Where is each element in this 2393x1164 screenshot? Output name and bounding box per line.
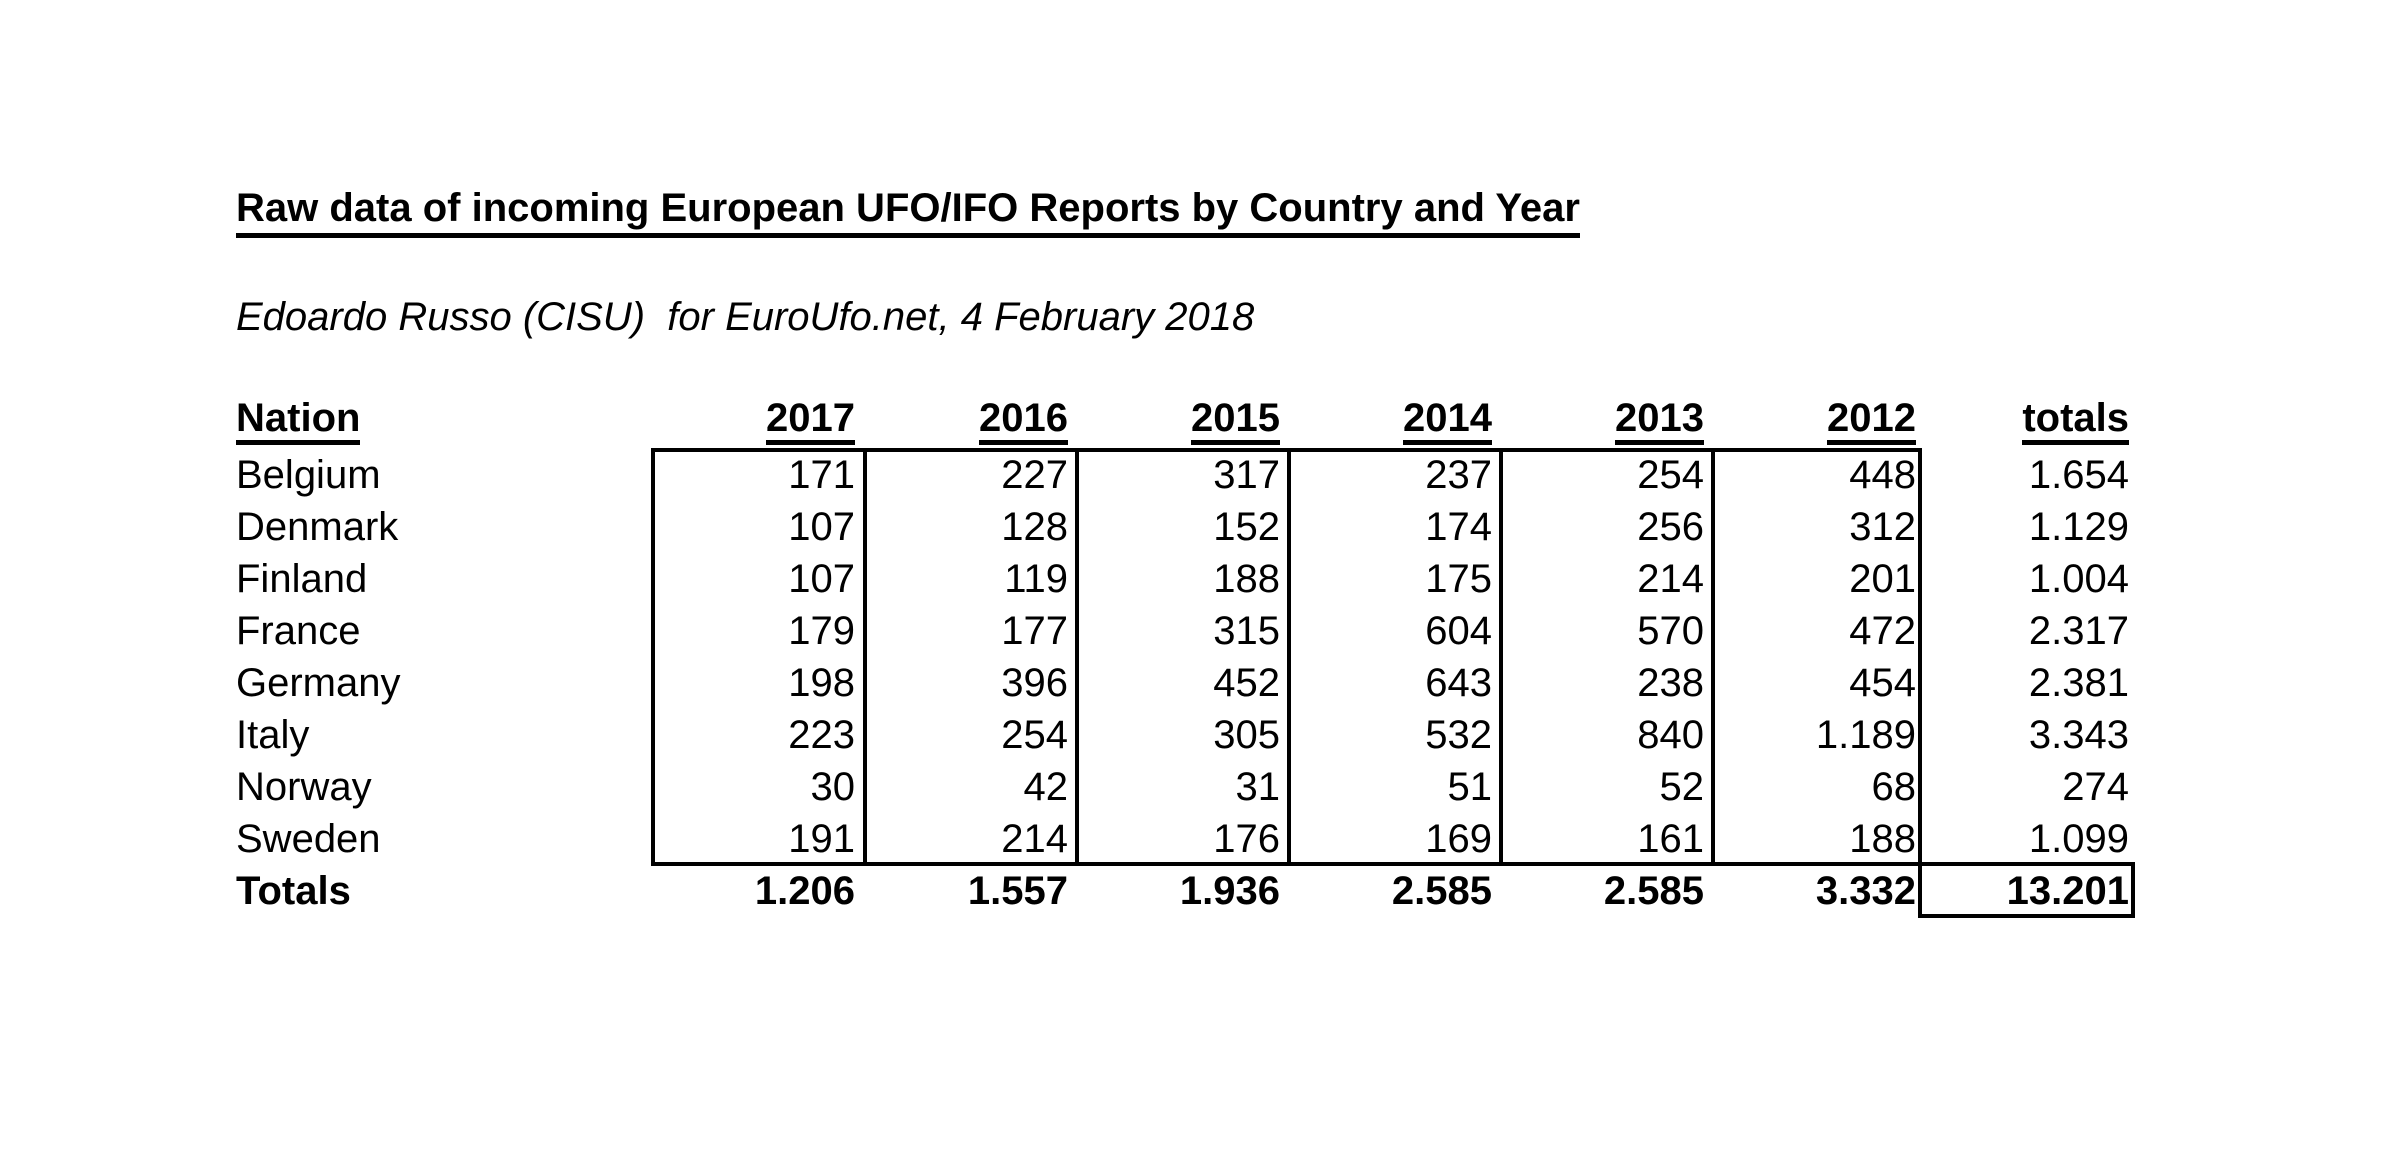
value-2013: 214 bbox=[1637, 557, 1704, 601]
row-total: 2.317 bbox=[2028, 609, 2129, 653]
total-2015: 1.936 bbox=[1179, 869, 1280, 913]
table-row-totals bbox=[0, 865, 2393, 917]
value-2016: 128 bbox=[1001, 505, 1068, 549]
value-2016: 254 bbox=[1001, 713, 1068, 757]
value-2014: 237 bbox=[1425, 453, 1492, 497]
table-row-sweden bbox=[0, 813, 2393, 865]
table-row-italy bbox=[0, 709, 2393, 761]
row-total: 1.129 bbox=[2028, 505, 2129, 549]
value-2017: 223 bbox=[788, 713, 855, 757]
totals-label: Totals bbox=[236, 869, 351, 913]
nation-name: Germany bbox=[236, 661, 401, 705]
row-total: 1.004 bbox=[2028, 557, 2129, 601]
value-2012: 201 bbox=[1849, 557, 1916, 601]
value-2015: 315 bbox=[1213, 609, 1280, 653]
nation-name: Denmark bbox=[236, 505, 399, 549]
table-row-germany bbox=[0, 657, 2393, 709]
nation-name: Sweden bbox=[236, 817, 381, 861]
table-row-norway bbox=[0, 761, 2393, 813]
header-year-2017: 2017 bbox=[655, 394, 855, 445]
value-2014: 51 bbox=[1447, 765, 1492, 809]
value-2013: 52 bbox=[1659, 765, 1704, 809]
table-row-denmark bbox=[0, 501, 2393, 553]
value-2012: 448 bbox=[1849, 453, 1916, 497]
value-2014: 532 bbox=[1425, 713, 1492, 757]
row-total: 1.099 bbox=[2028, 817, 2129, 861]
value-2012: 454 bbox=[1849, 661, 1916, 705]
value-2014: 604 bbox=[1425, 609, 1492, 653]
value-2013: 238 bbox=[1637, 661, 1704, 705]
value-2014: 175 bbox=[1425, 557, 1492, 601]
row-total: 1.654 bbox=[2028, 453, 2129, 497]
row-total: 2.381 bbox=[2028, 661, 2129, 705]
value-2014: 643 bbox=[1425, 661, 1492, 705]
value-2017: 191 bbox=[788, 817, 855, 861]
value-2012: 68 bbox=[1871, 765, 1916, 809]
table-row-belgium bbox=[0, 449, 2393, 501]
value-2013: 256 bbox=[1637, 505, 1704, 549]
value-2016: 119 bbox=[1004, 557, 1068, 601]
value-2012: 188 bbox=[1849, 817, 1916, 861]
value-2013: 840 bbox=[1637, 713, 1704, 757]
total-2014: 2.585 bbox=[1391, 869, 1492, 913]
value-2015: 31 bbox=[1235, 765, 1280, 809]
header-nation: Nation bbox=[236, 394, 360, 445]
nation-name: Finland bbox=[236, 557, 368, 601]
value-2017: 30 bbox=[810, 765, 855, 809]
total-2017: 1.206 bbox=[754, 869, 855, 913]
value-2013: 570 bbox=[1637, 609, 1704, 653]
total-2012: 3.332 bbox=[1815, 869, 1916, 913]
header-year-2016: 2016 bbox=[868, 394, 1068, 445]
total-2016: 1.557 bbox=[967, 869, 1068, 913]
row-total: 274 bbox=[2062, 765, 2129, 809]
value-2017: 171 bbox=[788, 453, 855, 497]
value-2015: 152 bbox=[1213, 505, 1280, 549]
value-2016: 177 bbox=[1001, 609, 1068, 653]
row-total: 3.343 bbox=[2028, 713, 2129, 757]
header-totals: totals bbox=[1929, 394, 2129, 445]
value-2015: 452 bbox=[1213, 661, 1280, 705]
table-row-france bbox=[0, 605, 2393, 657]
nation-name: Belgium bbox=[236, 453, 381, 497]
value-2017: 179 bbox=[788, 609, 855, 653]
grand-total: 13.201 bbox=[2006, 869, 2129, 913]
value-2013: 161 bbox=[1637, 817, 1704, 861]
value-2012: 312 bbox=[1849, 505, 1916, 549]
value-2015: 317 bbox=[1213, 453, 1280, 497]
value-2015: 188 bbox=[1213, 557, 1280, 601]
value-2012: 472 bbox=[1849, 609, 1916, 653]
value-2016: 214 bbox=[1001, 817, 1068, 861]
value-2016: 42 bbox=[1023, 765, 1068, 809]
value-2013: 254 bbox=[1637, 453, 1704, 497]
value-2012: 1.189 bbox=[1815, 713, 1916, 757]
table-row-finland bbox=[0, 553, 2393, 605]
nation-name: Italy bbox=[236, 713, 310, 757]
value-2014: 174 bbox=[1425, 505, 1492, 549]
nation-name: France bbox=[236, 609, 361, 653]
nation-name: Norway bbox=[236, 765, 372, 809]
value-2014: 169 bbox=[1425, 817, 1492, 861]
header-year-2013: 2013 bbox=[1504, 394, 1704, 445]
total-2013: 2.585 bbox=[1603, 869, 1704, 913]
value-2017: 107 bbox=[788, 557, 855, 601]
value-2015: 176 bbox=[1213, 817, 1280, 861]
document-title: Raw data of incoming European UFO/IFO Reports by Country and Year bbox=[236, 183, 1580, 238]
header-year-2012: 2012 bbox=[1716, 394, 1916, 445]
header-year-2015: 2015 bbox=[1080, 394, 1280, 445]
header-year-2014: 2014 bbox=[1292, 394, 1492, 445]
value-2017: 107 bbox=[788, 505, 855, 549]
value-2017: 198 bbox=[788, 661, 855, 705]
value-2016: 396 bbox=[1001, 661, 1068, 705]
value-2015: 305 bbox=[1213, 713, 1280, 757]
value-2016: 227 bbox=[1001, 453, 1068, 497]
document-subtitle: Edoardo Russo (CISU) for EuroUfo.net, 4 February 2018 bbox=[236, 295, 1255, 339]
